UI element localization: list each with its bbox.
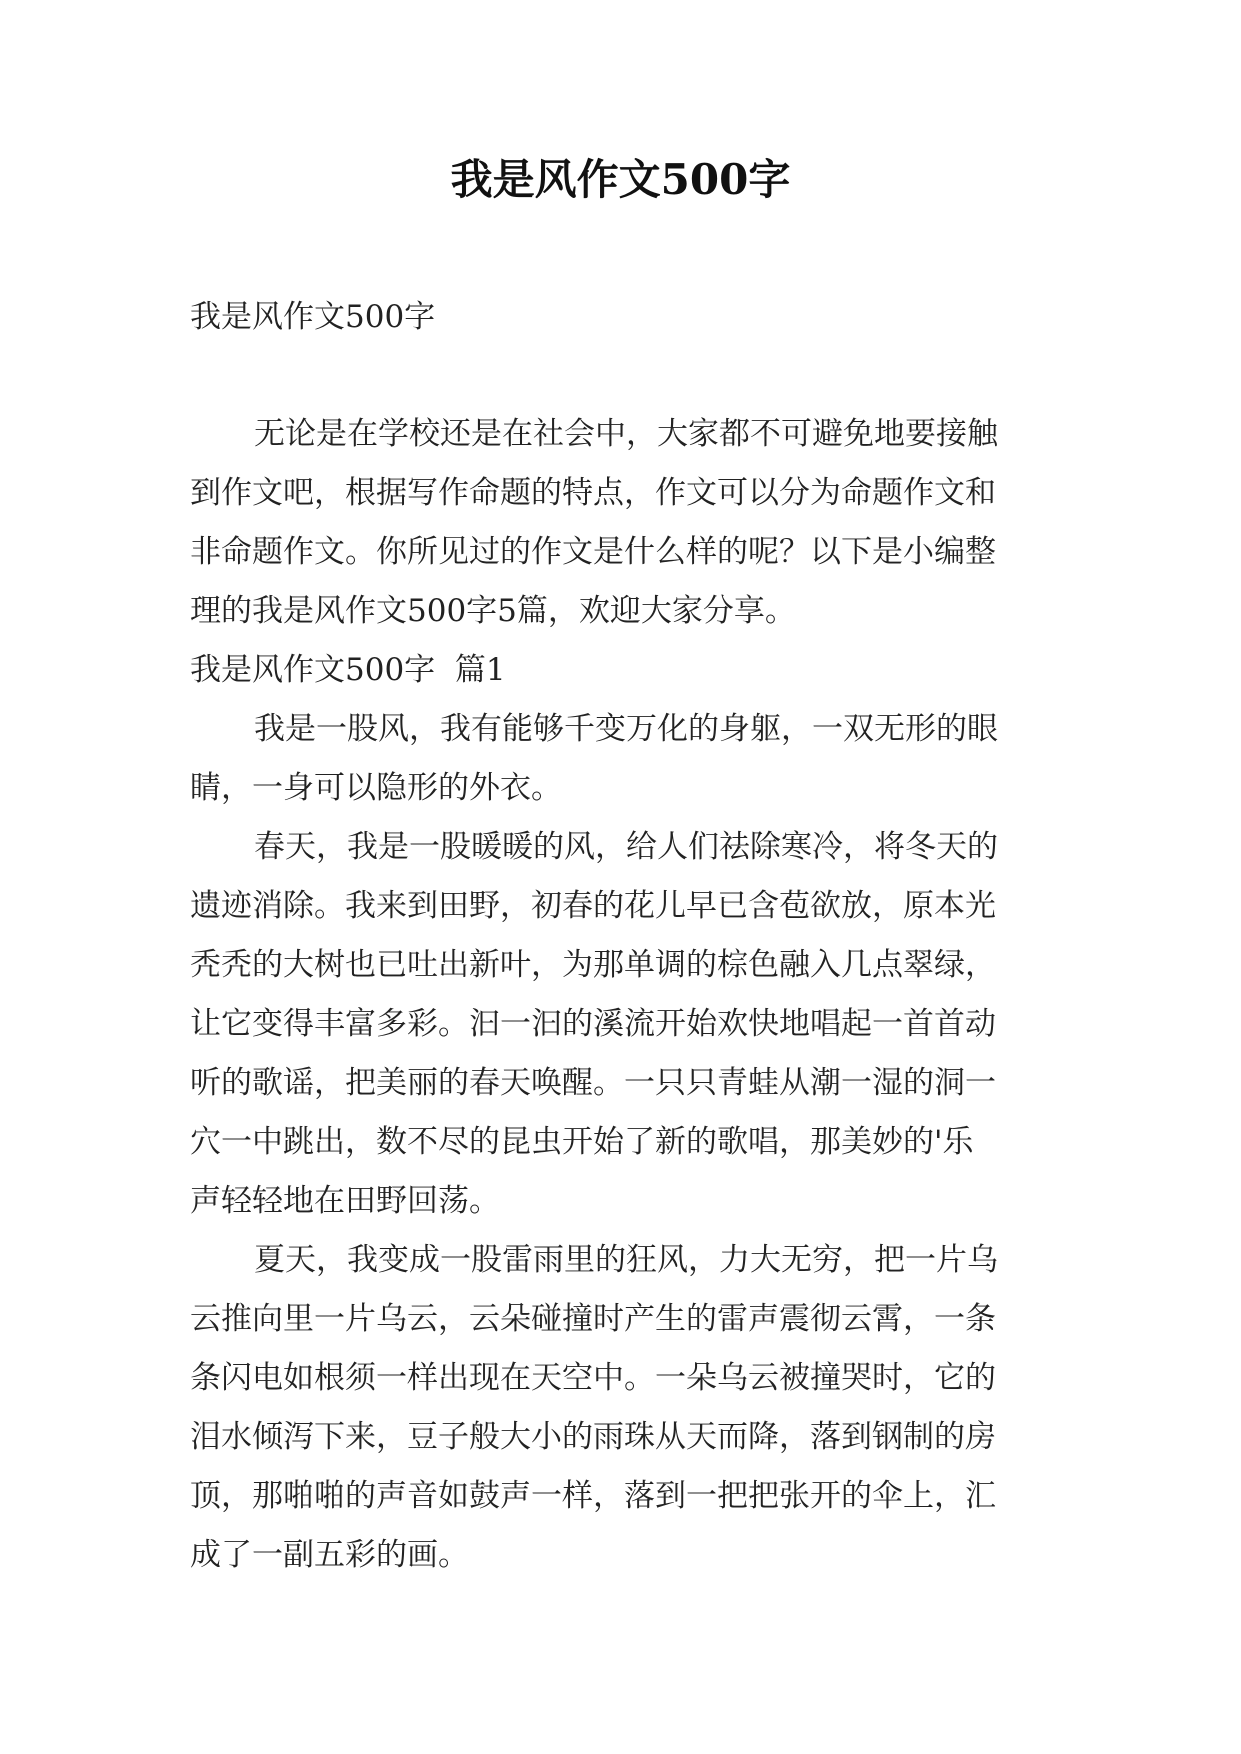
paragraph-line: 春天，我是一股暖暖的风，给人们祛除寒冷，将冬天的: [254, 829, 998, 865]
paragraph-line: 秃秃的大树也已吐出新叶，为那单调的棕色融入几点翠绿，: [190, 947, 996, 983]
paragraph-line: 遗迹消除。我来到田野，初春的花儿早已含苞欲放，原本光: [190, 888, 996, 924]
paragraph-line: 成了一副五彩的画。: [190, 1537, 469, 1573]
document-title: 我是风作文500字: [450, 155, 791, 204]
paragraph-line: 泪水倾泻下来，豆子般大小的雨珠从天而降，落到钢制的房: [190, 1419, 996, 1455]
paragraph-line: 睛，一身可以隐形的外衣。: [190, 770, 562, 806]
paragraph-line: 到作文吧，根据写作命题的特点，作文可以分为命题作文和: [190, 475, 996, 511]
paragraph-line: 顶，那啪啪的声音如鼓声一样，落到一把把张开的伞上，汇: [190, 1478, 996, 1514]
document-body: [190, 288, 1060, 1585]
body-paragraph: [190, 1231, 1060, 1585]
paragraph-line: 条闪电如根须一样出现在天空中。一朵乌云被撞哭时，它的: [190, 1360, 996, 1396]
paragraph-line: 穴一中跳出，数不尽的昆虫开始了新的歌唱，那美妙的'乐: [190, 1124, 974, 1160]
body-paragraph: [190, 818, 1060, 1231]
paragraph-line: 夏天，我变成一股雷雨里的狂风，力大无穷，把一片乌: [254, 1242, 998, 1278]
document-subtitle: 我是风作文500字: [190, 299, 436, 335]
paragraph-line: 让它变得丰富多彩。汩一汩的溪流开始欢快地唱起一首首动: [190, 1006, 996, 1042]
paragraph-line: 云推向里一片乌云，云朵碰撞时产生的雷声震彻云霄，一条: [190, 1301, 996, 1337]
paragraph-line: 无论是在学校还是在社会中，大家都不可避免地要接触: [254, 416, 998, 452]
paragraph-line: 声轻轻地在田野回荡。: [190, 1183, 500, 1219]
paragraph-line: 我是一股风，我有能够千变万化的身躯，一双无形的眼: [254, 711, 998, 747]
paragraph-line: 非命题作文。你所见过的作文是什么样的呢？以下是小编整: [190, 534, 996, 570]
paragraph-line: 理的我是风作文500字5篇，欢迎大家分享。: [190, 593, 796, 629]
paragraph-line: 听的歌谣，把美丽的春天唤醒。一只只青蛙从潮一湿的洞一: [190, 1065, 996, 1101]
intro-paragraph: [190, 405, 1060, 641]
body-paragraph: [190, 700, 1060, 818]
section-heading: 我是风作文500字 篇1: [190, 652, 506, 688]
